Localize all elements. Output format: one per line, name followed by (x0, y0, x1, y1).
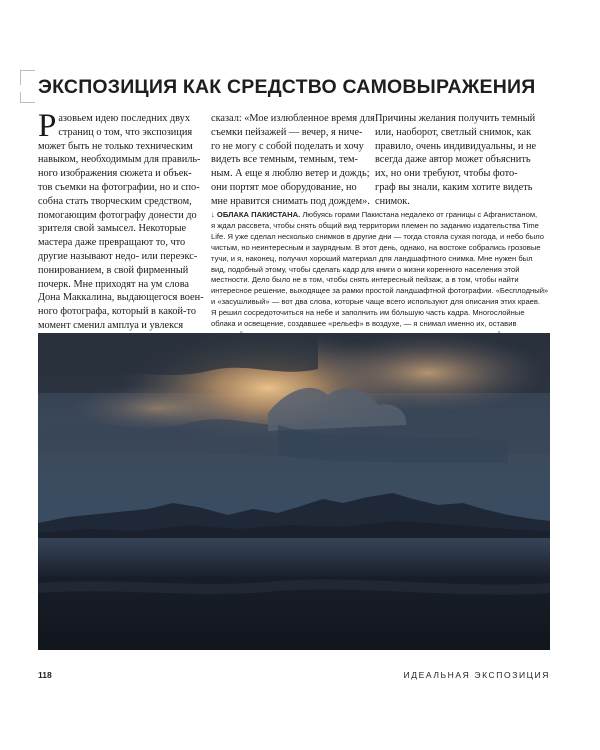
body-column-1 (38, 108, 204, 360)
body-line: всегда даже автор может объяснить (375, 154, 531, 166)
caption-line: тучи, и я, наконец, получил хороший материал для ландшафтного снимка. Мне нужен был (211, 253, 533, 263)
caption-line: и «засушливый» — вот два слова, которые чаще всего используют для описания этих краев. (211, 297, 541, 307)
corner-mark-top (20, 70, 35, 85)
drop-cap: Р (38, 108, 57, 144)
body-line: съемки пейзажей — вечер, я ниче- (211, 126, 363, 138)
caption-first-line (211, 210, 557, 221)
body-line: ного изображения сюжета и объек- (38, 168, 192, 180)
body-column-2 (211, 112, 375, 209)
running-head: ИДЕАЛЬНАЯ ЭКСПОЗИЦИЯ (403, 670, 550, 680)
corner-mark-bottom (20, 92, 35, 103)
body-line: мастера даже превращают то, что (38, 237, 186, 249)
caption-text: Любуясь горами Пакистана недалеко от границы с Афганистаном, (302, 210, 538, 219)
body-line: снимок. (375, 195, 410, 207)
body-line: Причины желания получить темный (375, 113, 536, 124)
landscape-photo (38, 333, 550, 650)
body-line: почерк. Мне приходят на ум слова (38, 278, 189, 290)
caption-line: местности. Дело было не в том, чтобы снять интересный пейзаж, а в том, чтобы найти (211, 275, 519, 285)
body-line: момент сменил амплуа и увлекся (38, 319, 184, 331)
body-line: помогающим фотографу донести до (38, 209, 197, 221)
body-line: страниц о том, что экспозиция (58, 126, 193, 138)
caption-label: ОБЛАКА ПАКИСТАНА. (216, 210, 301, 219)
caption-line: Life. Я уже сделал несколько снимков в другие дни — тогда стояла сухая погода, и небо было (211, 231, 544, 241)
body-line: граф вы знали, каким хотите видеть (375, 181, 533, 193)
body-line: навыком, необходимым для правиль- (38, 154, 201, 166)
body-line: их, но они требуют, чтобы фото- (375, 168, 518, 180)
caption-line: облака и освещение, создавшее «рельеф» в воздухе, — я снимал именно их, оставив (211, 319, 517, 329)
body-line: ного фотографа, который в какой-то (38, 306, 196, 318)
body-line: азовьем идею последних двух (58, 113, 190, 124)
body-line: зрителя свой замысел. Некоторые (38, 223, 187, 235)
body-line: го не могу с собой поделать и хочу (211, 140, 364, 152)
body-line: понированием, в свой фирменный (38, 264, 189, 276)
body-line: видеть все темным, темным, тем- (211, 154, 358, 166)
body-line: собна стать творческим средством, (38, 195, 192, 207)
body-line: правило, очень индивидуальны, и не (375, 140, 537, 152)
page-number: 118 (38, 670, 52, 680)
body-line: Дона Маккалина, выдающегося воен- (38, 292, 204, 304)
caption-line: Я решил сосредоточиться на небе и заполнить им бо́льшую часть кадра. Многослойные (211, 308, 525, 318)
caption-line: я ждал рассвета, чтобы снять общий вид территории племен по заданию издательства Time (211, 220, 539, 230)
body-line: другие называют недо- или переэкс- (38, 250, 198, 262)
body-line: сказал: «Мое излюбленное время для (211, 113, 375, 124)
body-line: ным. А еще я люблю ветер и дождь; (211, 168, 370, 180)
body-line: тов съемки на фотографии, но и спо- (38, 181, 200, 193)
caption-line: вид, подобный этому, чтобы сделать кадр для книги о жизни коренного населения этой (211, 264, 520, 274)
caption-line: интересное решение, выходящее за рамки простой ландшафтной фотографии. «Бесплодный» (211, 286, 549, 296)
arrow-down-icon: ↓ (211, 210, 215, 219)
storm-clouds-mountains-image (38, 333, 550, 650)
caption-line: чистым, но неинтересным и заурядным. В этот день, однако, на востоке собрались грозовые (211, 242, 541, 252)
photo-caption (211, 210, 557, 341)
body-line: может быть не только техническим (38, 140, 193, 152)
page-title: ЭКСПОЗИЦИЯ КАК СРЕДСТВО САМОВЫРАЖЕНИЯ (38, 76, 536, 98)
body-line: мне нравится снимать под дождем». (211, 195, 370, 207)
body-line: они портят мое оборудование, но (211, 181, 357, 193)
body-line: или, наоборот, светлый снимок, как (375, 126, 532, 138)
body-column-3 (375, 112, 551, 209)
